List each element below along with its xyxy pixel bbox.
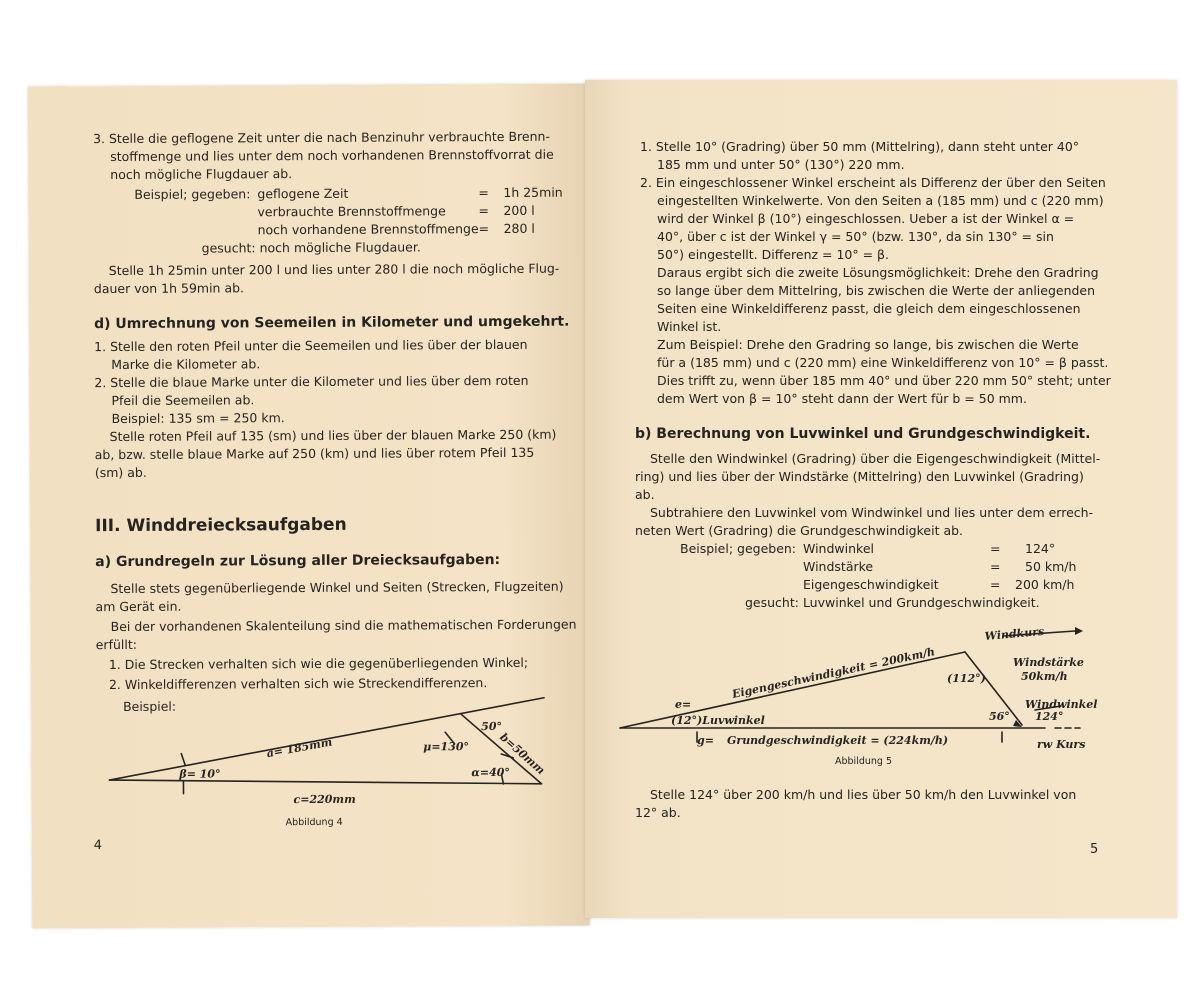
figure4-label-b: b=50mm (497, 730, 548, 778)
figure4-beta-tick (181, 754, 185, 766)
right-item2-line9: Winkel ist. (657, 319, 722, 334)
figure5-label-rwkurs: rw Kurs (1037, 738, 1086, 751)
right-item2-line11: für a (185 mm) und c (220 mm) eine Winkeldifferenz von 10° = β passt. (657, 355, 1109, 370)
page-number-left: 4 (93, 838, 103, 854)
section-d-line6: Stelle roten Pfeil auf 135 (sm) und lies über der blauen Marke 250 (km) (109, 426, 557, 445)
figure4-label-alpha: α=40° (471, 765, 510, 780)
example2-row2-eq: = (990, 559, 1001, 574)
section-b-line2: ring) und lies über der Windstärke (Mittelring) den Luvwinkel (Gradring) (635, 469, 1084, 484)
figure4-label-mu: μ=130° (423, 740, 470, 754)
example1-row1-name: geflogene Zeit (257, 185, 349, 202)
example2-label: Beispiel; gegeben: (680, 541, 797, 556)
example1-row2-name: verbrauchte Brennstoffmenge (257, 203, 446, 220)
right-item2-line7: so lange über dem Mittelring, bis zwischen die Werte der anliegenden (657, 283, 1096, 298)
figure5-label-windwinkel: Windwinkel (1025, 698, 1098, 711)
figure5-label-windkurs: Windkurs (984, 624, 1045, 643)
item3-line3: noch mögliche Flugdauer ab. (110, 166, 293, 183)
item3-line2: stoffmenge und lies unter dem noch vorhandenen Brennstoffvorrat die (110, 146, 554, 165)
figure5-label-windwinkel-val: 124° (1035, 710, 1064, 723)
section-d-line4: Pfeil die Seemeilen ab. (111, 392, 255, 409)
page-number-right: 5 (1090, 842, 1099, 857)
example1-row2-eq: = (478, 203, 489, 219)
right-item2-line3: wird der Winkel β (10°) eingeschlossen. Ueber a ist der Winkel α = (657, 211, 1075, 226)
example1-row3-value: 280 l (503, 220, 535, 236)
figure5-label-112: (112°) (947, 672, 986, 685)
example1-row3-name: noch vorhandene Brennstoffmenge (257, 221, 479, 238)
example1-row3-eq: = (478, 221, 490, 237)
item3-line1: 3. Stelle die geflogene Zeit unter die nach Benzinuhr verbrauchte Brenn- (93, 128, 550, 147)
right-item2-line6: Daraus ergibt sich die zweite Lösungsmöglichkeit: Drehe den Gradring (657, 265, 1099, 280)
right-item2-line8: Seiten eine Winkeldifferenz passt, die gleich dem eingeschlossenen (657, 301, 1081, 316)
section-III-sub-a: a) Grundregeln zur Lösung aller Dreiecksaufgaben: (95, 551, 501, 571)
section-d-line1: 1. Stelle den roten Pfeil unter die Seemeilen und lies über der blauen (94, 336, 528, 355)
solution1-line2: dauer von 1h 59min ab. (93, 280, 245, 297)
right-item2-line4: 40°, über c ist der Winkel γ = 50° (bzw. 130°, da sin 130° = sin (657, 229, 1054, 244)
section-III-line5: 1. Die Strecken verhalten sich wie die gegenüberliegenden Winkel; (108, 654, 529, 673)
example1-row1-eq: = (478, 185, 489, 201)
example1-row1-value: 1h 25min (503, 184, 563, 200)
example2-row2-name: Windstärke (803, 559, 874, 574)
solution1-line1: Stelle 1h 25min unter 200 l und lies unter 280 l die noch mögliche Flug- (108, 260, 560, 279)
figure4-label-50deg: 50° (481, 719, 503, 734)
right-item2-line13: dem Wert von β = 10° steht dann der Wert für b = 50 mm. (657, 391, 1027, 406)
example1-label: Beispiel; gegeben: (134, 186, 251, 202)
right-item2-line12: Dies trifft zu, wenn über 185 mm 40° und über 220 mm 50° steht; unter (657, 373, 1111, 388)
section-d-heading: d) Umrechnung von Seemeilen in Kilometer und umgekehrt. (94, 313, 570, 333)
example2-sought: gesucht: Luvwinkel und Grundgeschwindigkeit. (745, 595, 1040, 610)
section-b-line1: Stelle den Windwinkel (Gradring) über die Eigengeschwindigkeit (Mittel- (650, 451, 1101, 466)
figure5-label-luvwinkel: (12°)Luvwinkel (671, 714, 765, 727)
example2-row3-eq: = (990, 577, 1001, 592)
section-b-line4: Subtrahiere den Luvwinkel vom Windwinkel und lies unter dem errech- (650, 505, 1094, 520)
section-d-line2: Marke die Kilometer ab. (111, 356, 261, 373)
example2-row1-value: 124° (1025, 541, 1056, 556)
figure4-caption: Abbildung 4 (285, 816, 343, 829)
section-d-line8: (sm) ab. (94, 464, 147, 481)
section-III-line1: Stelle stets gegenüberliegende Winkel und Seiten (Strecken, Flugzeiten) (110, 578, 564, 597)
right-item1-line1: 1. Stelle 10° (Gradring) über 50 mm (Mittelring), dann steht unter 40° (640, 139, 1080, 154)
beispiel-label: Beispiel: (123, 698, 177, 714)
figure5-arrowhead-windkurs (1075, 627, 1083, 635)
example2-row1-name: Windwinkel (803, 541, 874, 556)
closing-line1: Stelle 124° über 200 km/h und lies über 50 km/h den Luvwinkel von (650, 787, 1077, 802)
right-item2-line2: eingestellten Winkelwerte. Von den Seiten a (185 mm) und c (220 mm) (657, 193, 1104, 208)
figure5-label-e: e= (675, 698, 692, 711)
section-b-line3: ab. (635, 487, 655, 502)
example2-row2-value: 50 km/h (1025, 559, 1077, 574)
section-d-line5: Beispiel: 135 sm = 250 km. (111, 410, 285, 427)
example2-row3-name: Eigengeschwindigkeit (803, 577, 939, 592)
example2-row1-eq: = (990, 541, 1001, 556)
section-d-line3: 2. Stelle die blaue Marke unter die Kilometer und lies über dem roten (94, 372, 529, 391)
section-b-line5: neten Wert (Gradring) die Grundgeschwindigkeit ab. (635, 523, 964, 538)
figure5-label-grund: Grundgeschwindigkeit = (224km/h) (727, 734, 949, 747)
section-III-line6: 2. Winkeldifferenzen verhalten sich wie Streckendifferenzen. (108, 675, 488, 693)
example1-sought: gesucht: noch mögliche Flugdauer. (201, 239, 421, 256)
section-III-line4: erfüllt: (95, 636, 137, 653)
figure5-label-g: g= (697, 734, 714, 747)
closing-line2: 12° ab. (635, 805, 681, 820)
section-III-line3: Bei der vorhandenen Skalenteilung sind die mathematischen Forderungen (110, 616, 577, 635)
left-page (28, 84, 589, 929)
figure4-label-c: c=220mm (293, 792, 356, 807)
right-item2-line1: 2. Ein eingeschlossener Winkel erscheint als Differenz der über den Seiten (640, 175, 1106, 190)
section-b-heading: b) Berechnung von Luvwinkel und Grundgeschwindigkeit. (635, 426, 1091, 442)
example1-row2-value: 200 l (503, 202, 535, 218)
right-item1-line2: 185 mm und unter 50° (130°) 220 mm. (657, 157, 905, 172)
figure5-caption: Abbildung 5 (835, 756, 893, 767)
right-page (585, 80, 1177, 918)
figure4-label-beta: β= 10° (179, 767, 221, 781)
right-item2-line5: 50°) eingestellt. Differenz = 10° = β. (657, 247, 890, 262)
figure5-label-windstaerke-val: 50km/h (1021, 670, 1068, 683)
right-item2-line10: Zum Beispiel: Drehe den Gradring so lange, bis zwischen die Werte (657, 337, 1079, 352)
section-III-line2: am Gerät ein. (95, 598, 182, 615)
figure5-label-56: 56° (989, 710, 1010, 723)
figure5-label-windstaerke: Windstärke (1013, 656, 1084, 669)
example2-row3-value: 200 km/h (1015, 577, 1075, 592)
figure5-label-eigen: Eigengeschwindigkeit = 200km/h (730, 645, 937, 701)
section-d-line7: ab, bzw. stelle blaue Marke auf 250 (km) und lies über rotem Pfeil 135 (94, 444, 535, 463)
section-III-heading: III. Winddreiecksaufgaben (95, 514, 347, 537)
figure4-label-a: a= 185mm (265, 735, 334, 761)
figure4-diagram (28, 84, 589, 929)
